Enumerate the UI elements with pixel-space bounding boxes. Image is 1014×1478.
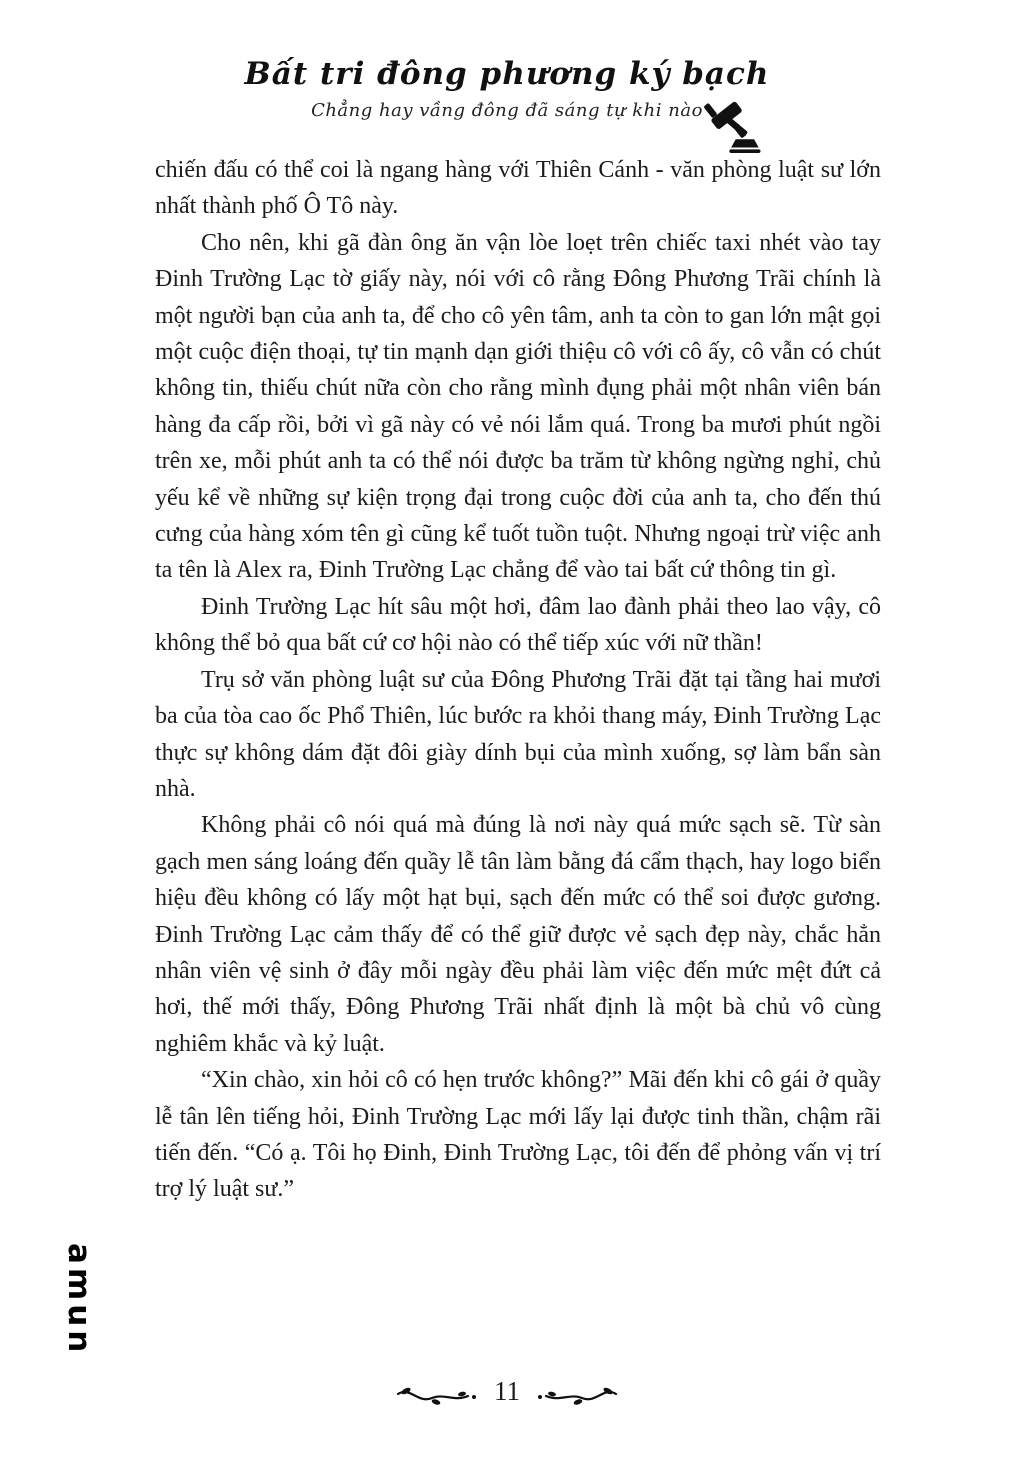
flourish-right-icon	[534, 1372, 618, 1410]
page-number: 11	[494, 1375, 520, 1406]
page-header	[0, 56, 1014, 121]
paragraph: Trụ sở văn phòng luật sư của Đông Phương Trãi đặt tại tầng hai mươi ba của tòa cao ốc Phổ Thiên, lúc bước ra khỏi thang máy, Đinh Trường Lạc thực sự không dám đặt đôi giày dính bụi của mình xuống, sợ làm bẩn sàn nhà.	[155, 666, 881, 802]
book-subtitle: Chẳng hay vầng đông đã sáng tự khi nào	[311, 100, 703, 121]
page-text	[155, 152, 881, 1208]
paragraph: Cho nên, khi gã đàn ông ăn vận lòe loẹt trên chiếc taxi nhét vào tay Đinh Trường Lạc tờ giấy này, nói với cô rằng Đông Phương Trãi chính là một người bạn của anh ta, để cho cô yên tâm, anh ta còn to gan lớn mật gọi một cuộc điện thoại, tự tin mạnh dạn giới thiệu cô với cô ấy, cô vẫn có chút không tin, thiếu chút nữa còn cho rằng mình đụng phải một nhân viên bán hàng đa cấp rồi, bởi vì gã này có vẻ nói lắm quá. Trong ba mươi phút ngồi trên xe, mỗi phút anh ta có thể nói được ba trăm từ không ngừng nghỉ, chủ yếu kể về những sự kiện trọng đại trong cuộc đời của anh ta, cho đến thú cưng của hàng xóm tên gì cũng kể tuốt tuồn tuột. Nhưng ngoại trừ việc anh ta tên là Alex ra, Đinh Trường Lạc chẳng để vào tai bất cứ thông tin gì.	[155, 229, 881, 584]
page-footer	[0, 1372, 1014, 1410]
publisher-logo-text: amun	[61, 1243, 97, 1357]
paragraph: Không phải cô nói quá mà đúng là nơi này quá mức sạch sẽ. Từ sàn gạch men sáng loáng đến quầy lễ tân làm bằng đá cẩm thạch, hay logo biển hiệu đều không có lấy một hạt bụi, sạch đến mức có thể soi được gương. Đinh Trường Lạc cảm thấy để có thể giữ được vẻ sạch đẹp này, chắc hẳn nhân viên vệ sinh ở đây mỗi ngày đều phải làm việc đến mức mệt đứt cả hơi, thế mới thấy, Đông Phương Trãi nhất định là một bà chủ vô cùng nghiêm khắc và kỷ luật.	[155, 812, 881, 1057]
paragraph: Đinh Trường Lạc hít sâu một hơi, đâm lao đành phải theo lao vậy, cô không thể bỏ qua bất cứ cơ hội nào có thể tiếp xúc với nữ thần!	[155, 593, 881, 657]
paragraph: “Xin chào, xin hỏi cô có hẹn trước không?” Mãi đến khi cô gái ở quầy lễ tân lên tiếng hỏi, Đinh Trường Lạc mới lấy lại được tinh thần, chậm rãi tiến đến. “Có ạ. Tôi họ Đinh, Đinh Trường Lạc, tôi đến để phỏng vấn vị trí trợ lý luật sư.”	[155, 1067, 881, 1203]
flourish-left-icon	[396, 1372, 480, 1410]
paragraph: chiến đấu có thể coi là ngang hàng với Thiên Cánh - văn phòng luật sư lớn nhất thành phố Ô Tô này.	[155, 157, 881, 220]
publisher-logo	[61, 1243, 97, 1356]
book-title: Bất tri đông phương ký bạch	[244, 56, 770, 92]
